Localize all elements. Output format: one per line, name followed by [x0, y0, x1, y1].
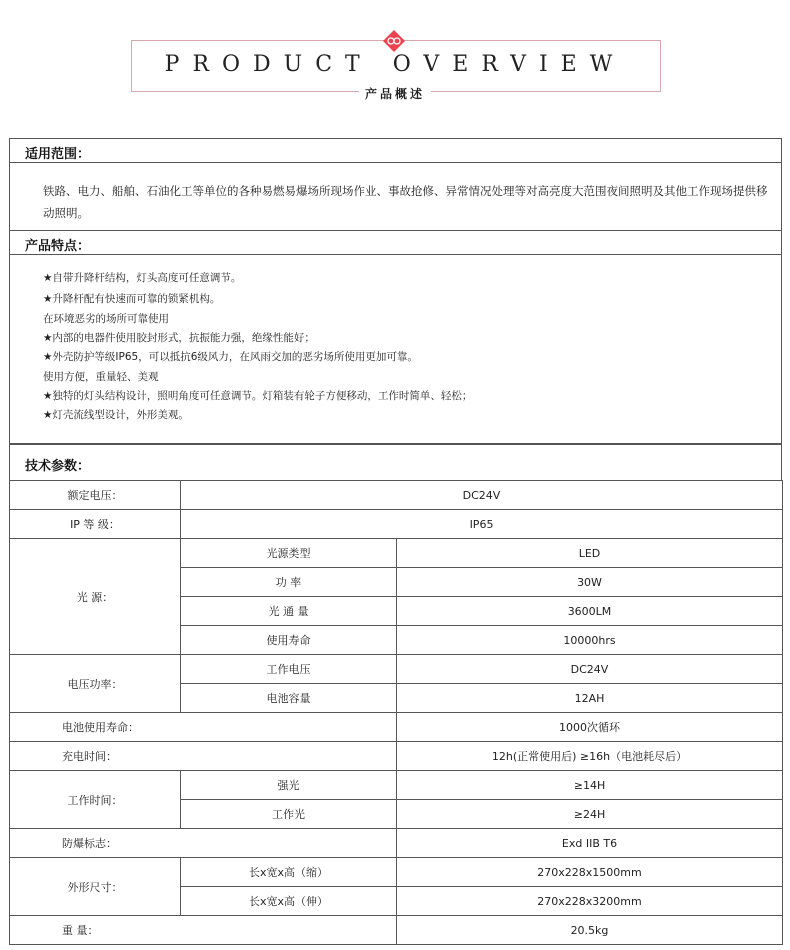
table-row	[10, 510, 783, 539]
table-row	[10, 916, 783, 945]
spec-value: 20.5kg	[397, 916, 783, 945]
spec-label: 工作时间：	[10, 771, 181, 829]
features-top-divider	[9, 230, 782, 231]
spec-value: Exd IIB T6	[397, 829, 783, 858]
feature-item: 在环境恶劣的场所可靠使用	[43, 313, 169, 325]
spec-sublabel: 长x宽x高（缩）	[181, 858, 397, 887]
spec-sublabel: 光源类型	[181, 539, 397, 568]
spec-value: LED	[397, 539, 783, 568]
scope-divider	[9, 162, 782, 163]
spec-value: 30W	[397, 568, 783, 597]
table-row	[10, 742, 783, 771]
spec-label: 光 源：	[10, 539, 181, 655]
spec-sublabel: 电池容量	[181, 684, 397, 713]
feature-item: ★外壳防护等级IP65，可以抵抗6级风力，在风雨交加的恶劣场所使用更加可靠。	[43, 351, 418, 363]
table-row	[10, 655, 783, 684]
specs-heading: 技术参数：	[25, 459, 91, 474]
spec-label: 外形尺寸：	[10, 858, 181, 916]
table-row	[10, 481, 783, 510]
features-divider	[9, 254, 782, 255]
spec-label: IP 等 级：	[10, 510, 181, 539]
page-subtitle: 产品概述	[0, 85, 790, 102]
spec-value: DC24V	[181, 481, 783, 510]
feature-item: ★灯壳流线型设计，外形美观。	[43, 409, 189, 421]
spec-table	[9, 480, 783, 945]
spec-sublabel: 工作光	[181, 800, 397, 829]
specs-heading-box	[9, 444, 782, 481]
spec-value: 270x228x3200mm	[397, 887, 783, 916]
spec-value: DC24V	[397, 655, 783, 684]
scope-heading: 适用范围：	[25, 147, 91, 162]
feature-item: ★独特的灯头结构设计，照明角度可任意调节。灯箱装有轮子方便移动，工作时简单、轻松；	[43, 390, 473, 402]
spec-value: 3600LM	[397, 597, 783, 626]
spec-sublabel: 功 率	[181, 568, 397, 597]
table-row	[10, 829, 783, 858]
feature-item: ★自带升降杆结构，灯头高度可任意调节。	[43, 272, 242, 284]
scope-text: 铁路、电力、船舶、石油化工等单位的各种易燃易爆场所现场作业、事故抢修、异常情况处理等对高亮度大范围夜间照明及其他工作现场提供移动照明。	[43, 184, 768, 220]
spec-label: 重 量：	[10, 916, 397, 945]
spec-value: 1000次循环	[397, 713, 783, 742]
diamond-emblem-icon	[383, 30, 405, 52]
spec-value: ≥14H	[397, 771, 783, 800]
spec-value: 12h(正常使用后) ≥16h（电池耗尽后）	[397, 742, 783, 771]
spec-label: 电池使用寿命：	[10, 713, 397, 742]
features-heading: 产品特点：	[25, 239, 91, 254]
spec-value: 270x228x1500mm	[397, 858, 783, 887]
table-row	[10, 771, 783, 800]
page-title: PRODUCT OVERVIEW	[164, 52, 626, 77]
spec-label: 电压功率：	[10, 655, 181, 713]
spec-value: 12AH	[397, 684, 783, 713]
spec-sublabel: 长x宽x高（伸）	[181, 887, 397, 916]
spec-label: 防爆标志：	[10, 829, 397, 858]
spec-sublabel: 使用寿命	[181, 626, 397, 655]
feature-item: 使用方便，重量轻、美观	[43, 371, 159, 383]
spec-value: 10000hrs	[397, 626, 783, 655]
spec-sublabel: 光 通 量	[181, 597, 397, 626]
spec-label: 充电时间：	[10, 742, 397, 771]
table-row	[10, 858, 783, 887]
feature-item: ★内部的电器件使用胶封形式，抗振能力强，绝缘性能好；	[43, 332, 315, 344]
spec-sublabel: 强光	[181, 771, 397, 800]
spec-value: IP65	[181, 510, 783, 539]
feature-item: ★升降杆配有快速而可靠的锁紧机构。	[43, 293, 221, 305]
table-row	[10, 539, 783, 568]
spec-value: ≥24H	[397, 800, 783, 829]
spec-label: 额定电压：	[10, 481, 181, 510]
table-row	[10, 713, 783, 742]
spec-sublabel: 工作电压	[181, 655, 397, 684]
